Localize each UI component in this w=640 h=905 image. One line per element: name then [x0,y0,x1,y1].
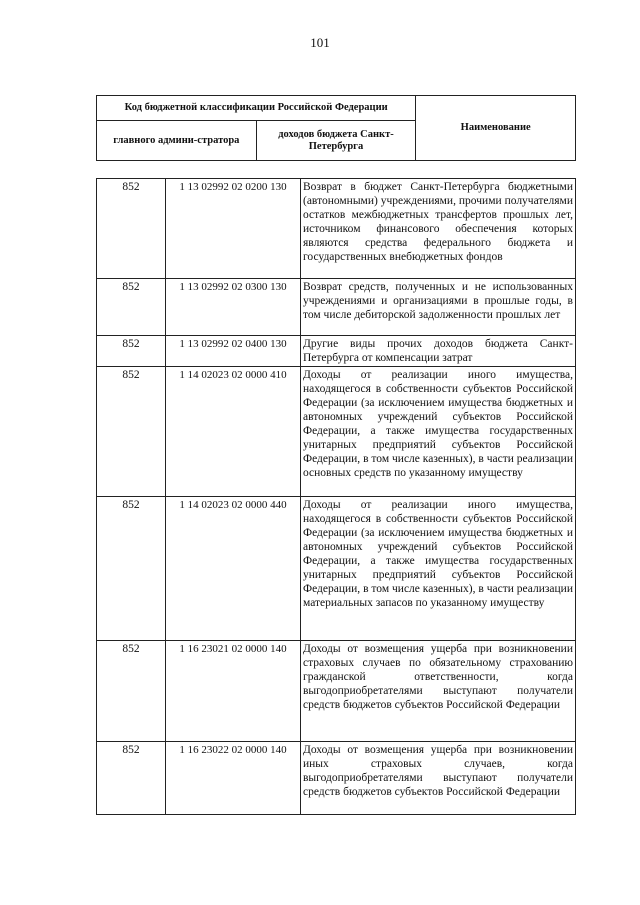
cell-name: Возврат средств, полученных и не использованных учреждениями и организациями в прошлые годы, в том числе дебиторской задолженности прошлых лет [301,279,576,336]
table-row [97,641,576,742]
header-col-income: доходов бюджета Санкт-Петербурга [256,121,416,161]
cell-code: 1 13 02992 02 0400 130 [166,336,301,367]
cell-code: 1 16 23021 02 0000 140 [166,641,301,742]
table-row [97,336,576,367]
table-row [97,279,576,336]
cell-code: 1 14 02023 02 0000 440 [166,497,301,641]
cell-admin: 852 [97,279,166,336]
cell-admin: 852 [97,367,166,497]
cell-name: Возврат в бюджет Санкт-Петербурга бюджетными (автономными) учреждениями, прочими получателями остатков межбюджетных трансфертов прошлых лет, источником финансового обеспечения которых являются средства федерального бюджета и государственных внебюджетных фондов [301,179,576,279]
data-table [96,178,576,815]
cell-admin: 852 [97,336,166,367]
cell-code: 1 13 02992 02 0300 130 [166,279,301,336]
table-header [96,95,576,161]
cell-name: Доходы от возмещения ущерба при возникновении страховых случаев по обязательному страхованию гражданской ответственности, когда выгодоприобретателями выступают получатели средств бюджетов субъектов Российской Федерации [301,641,576,742]
cell-name: Доходы от возмещения ущерба при возникновении иных страховых случаев, когда выгодоприобретателями выступают получатели средств бюджетов субъектов Российской Федерации [301,742,576,815]
cell-code: 1 16 23022 02 0000 140 [166,742,301,815]
cell-name: Другие виды прочих доходов бюджета Санкт-Петербурга от компенсации затрат [301,336,576,367]
table-row [97,179,576,279]
table-row [97,367,576,497]
cell-code: 1 14 02023 02 0000 410 [166,367,301,497]
cell-name: Доходы от реализации иного имущества, находящегося в собственности субъектов Российской Федерации (за исключением имущества бюджетных и автономных учреждений субъектов Российской Федерации, а также имущества государственных унитарных предприятий субъектов Российской Федерации, в том числе казенных), в части реализации материальных запасов по указанному имуществу [301,497,576,641]
cell-admin: 852 [97,742,166,815]
cell-name: Доходы от реализации иного имущества, находящегося в собственности субъектов Российской Федерации (за исключением имущества бюджетных и автономных учреждений субъектов Российской Федерации, а также имущества государственных унитарных предприятий субъектов Российской Федерации, в том числе казенных), в части реализации основных средств по указанному имуществу [301,367,576,497]
header-group-title: Код бюджетной классификации Российской Федерации [97,96,416,121]
page-number: 101 [310,35,330,50]
header-col-admin: главного админи-стратора [97,121,257,161]
cell-admin: 852 [97,641,166,742]
cell-admin: 852 [97,497,166,641]
table-row [97,497,576,641]
cell-code: 1 13 02992 02 0200 130 [166,179,301,279]
header-col-name: Наименование [416,96,576,161]
table-row [97,742,576,815]
cell-admin: 852 [97,179,166,279]
